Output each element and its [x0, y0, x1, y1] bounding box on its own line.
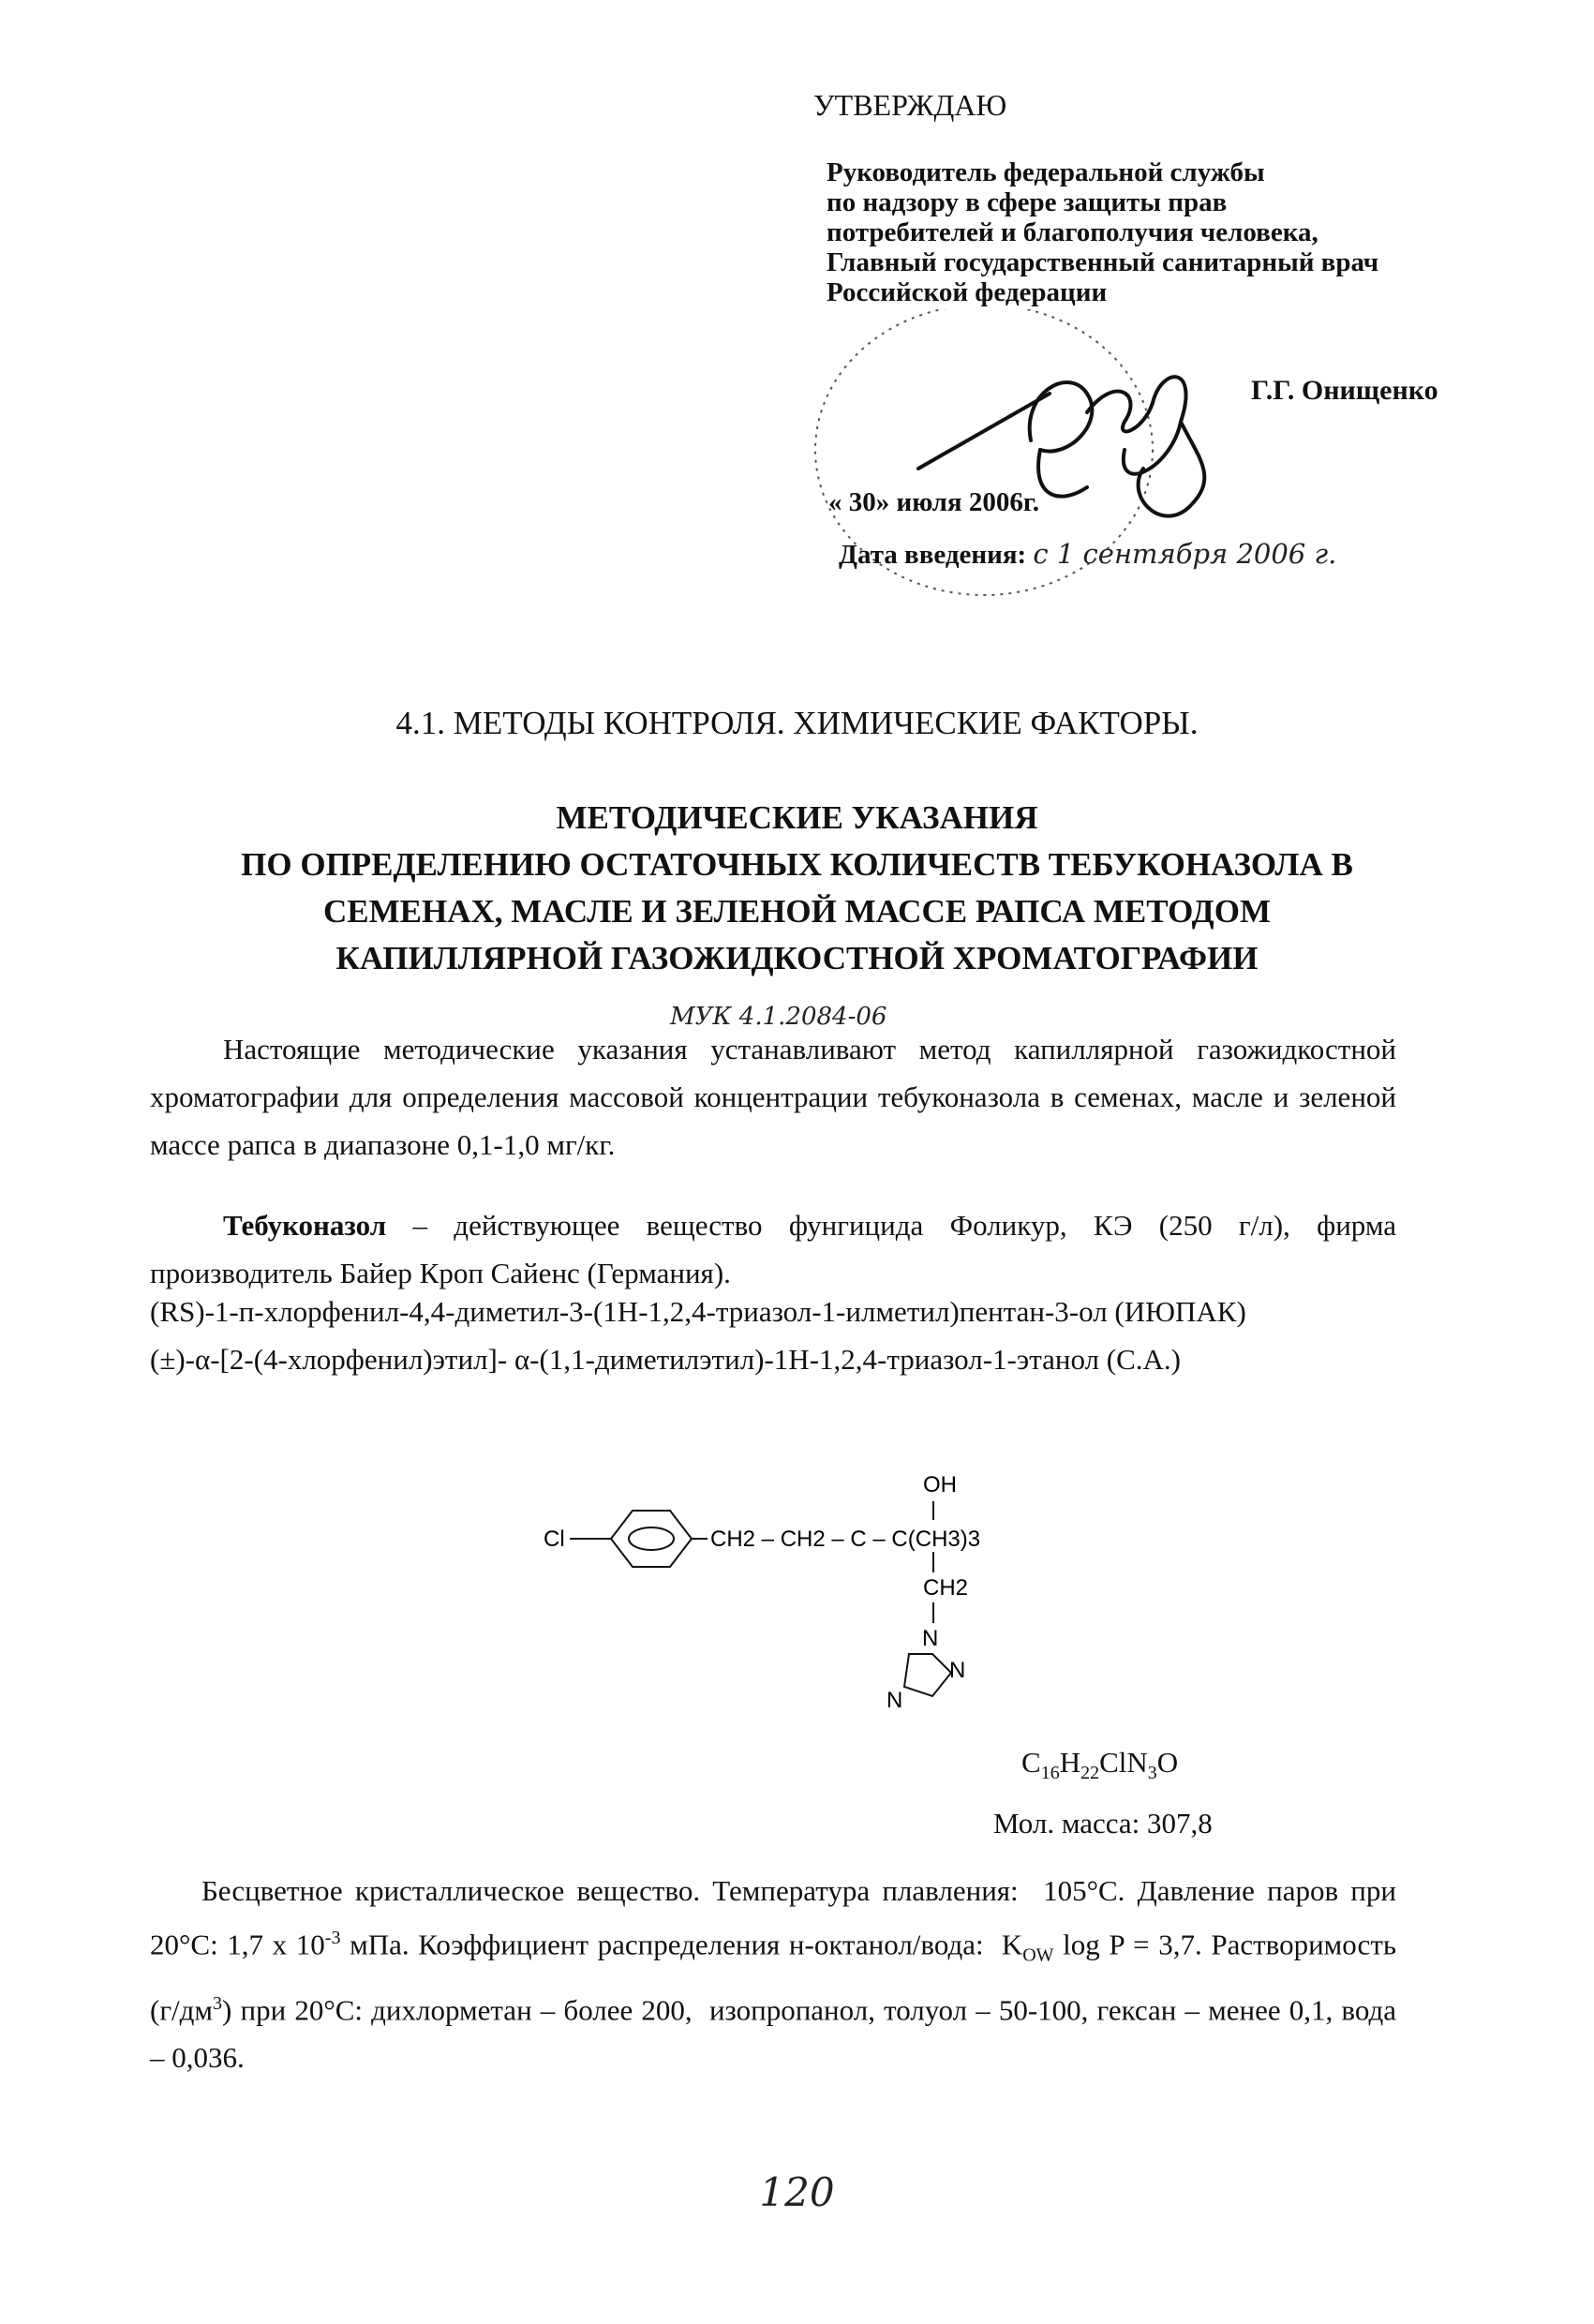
approval-date: « 30» июля 2006г.: [828, 487, 1040, 517]
page-number: 120: [759, 2169, 835, 2215]
molecular-mass: Мол. масса: 307,8: [993, 1807, 1213, 1840]
intro-paragraph: Настоящие методические указания устанавливают метод капиллярной газожидкостной хроматографии для определения массовой концентрации тебуконазола в семенах, масле и зеленой массе рапса в диапазоне 0,1-1,0 мг/кг.: [150, 1033, 1396, 1161]
substance-name: Тебуконазол: [223, 1209, 387, 1242]
structure-oh: OH: [923, 1472, 957, 1497]
molecular-formula: $C_{16}H_{22}ClN_3O$: [1021, 1746, 1179, 1784]
registration-number: МУК 4.1.2084-06: [670, 1003, 887, 1031]
properties-paragraph: Бесцветное кристаллическое вещество. Температура плавления: 105°С. Давление паров при 20°С: 1,7 х $10^{-3}$ мПа. Коэффициент распределения н-октанол/вода: $K_{OW}$ log P = 3,7. Растворимость $(г/дм^3)$ при 20°С: дихлорметан – более 200, изопропанол, толуол – 50-100, гексан – менее 0,1, вода – 0,036.: [150, 1874, 1397, 2074]
introduction-date-handwritten: с 1 сентября 2006 г.: [1033, 538, 1337, 570]
structural-formula: [506, 1462, 1106, 1743]
structure-n2: N: [949, 1658, 966, 1683]
structure-n3: N: [886, 1688, 903, 1713]
approval-line-1: Руководитель федеральной службы: [827, 157, 1265, 187]
approval-line-4: Главный государственный санитарный врач: [827, 247, 1379, 277]
document-title: [150, 795, 1444, 982]
ca-name: (±)-α-[2-(4-хлорфенил)этил]- α-(1,1-диметилэтил)-1Н-1,2,4-триазол-1-этанол (С.А.): [150, 1343, 1181, 1376]
approval-line-2: по надзору в сфере защиты прав: [827, 187, 1228, 217]
structure-n1: N: [922, 1626, 939, 1651]
approval-line-3: потребителей и благополучия человека,: [827, 217, 1318, 247]
title-line-3: СЕМЕНАХ, МАСЛЕ И ЗЕЛЕНОЙ МАССЕ РАПСА МЕТОДОМ: [323, 893, 1271, 930]
structure-ch2: CH2: [923, 1575, 969, 1601]
substance-description: – действующее вещество фунгицида Фоликур, КЭ (250 г/л), фирма производитель Байер Кроп Сайенс (Германия).: [150, 1209, 1396, 1289]
structure-cl: Cl: [544, 1527, 565, 1552]
title-line-4: КАПИЛЛЯРНОЙ ГАЗОЖИДКОСТНОЙ ХРОМАТОГРАФИИ: [335, 940, 1259, 976]
title-line-1: МЕТОДИЧЕСКИЕ УКАЗАНИЯ: [556, 799, 1038, 836]
introduction-date-label: Дата введения:: [839, 540, 1027, 570]
chemical-names: [150, 1288, 1396, 1383]
structure-chain: CH2 – CH2 – C – C(CH3)3: [710, 1527, 981, 1552]
approval-line-5: Российской федерации: [827, 277, 1108, 307]
title-line-2: ПО ОПРЕДЕЛЕНИЮ ОСТАТОЧНЫХ КОЛИЧЕСТВ ТЕБУКОНАЗОЛА В: [241, 846, 1353, 883]
stamp-and-signature: [806, 309, 1256, 647]
approval-block: [813, 90, 1378, 307]
approval-title: УТВЕРЖДАЮ: [813, 88, 1007, 122]
introduction-date: [839, 538, 1336, 571]
iupac-name: (RS)-1-п-хлорфенил-4,4-диметил-3-(1Н-1,2,4-триазол-1-илметил)пентан-3-ол (ИЮПАК): [150, 1295, 1246, 1328]
section-heading: 4.1. МЕТОДЫ КОНТРОЛЯ. ХИМИЧЕСКИЕ ФАКТОРЫ.: [395, 705, 1199, 741]
approver-name: Г.Г. Онищенко: [1251, 375, 1438, 406]
substance-paragraph: [150, 1201, 1396, 1297]
